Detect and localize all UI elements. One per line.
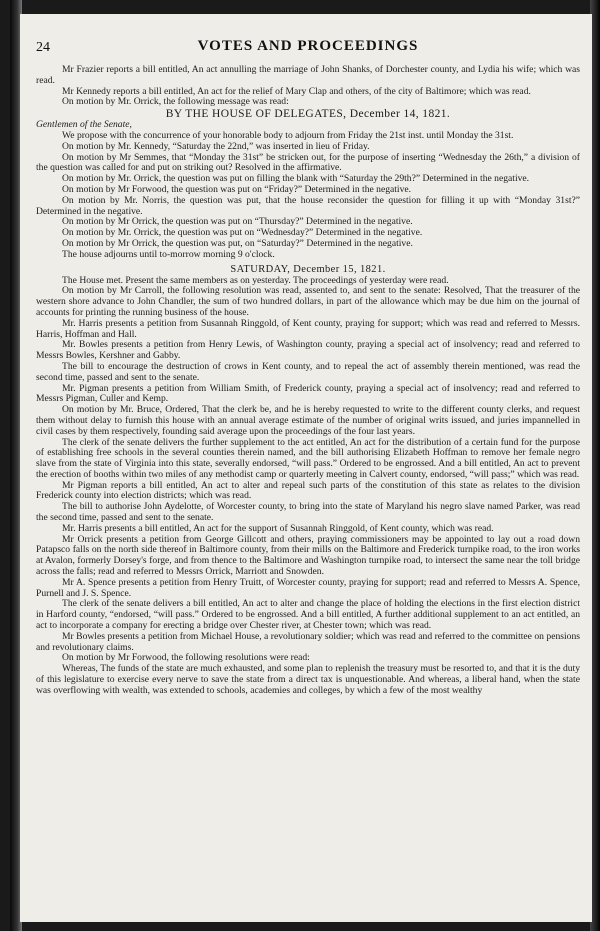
paragraph: The bill to encourage the destruction of crows in Kent county, and to repeal the act of assembly therein mentioned, was read the second time, passed and sent to the senate. (36, 360, 580, 383)
paragraph: Mr Kennedy reports a bill entitled, An act for the relief of Mary Clap and others, of the city of Baltimore; which was read. (62, 85, 531, 97)
paragraph: On motion by Mr. Orrick, the following message was read: (62, 96, 289, 108)
paragraph: Mr Orrick presents a petition from George Gillcott and others, praying commissioners may be appointed to lay out a road down Patapsco falls on the north side thereof in Baltimore county, from their mills on the Baltimore and Frederick turnpike road, to the iron works at Avalon, formerly Dorsey's forge, and from thence to the Baltimore and Washington turnpike road, to intersect the same near the toll bridge across the falls; read and referred to Messrs Orrick, Marriott and Snowden. (36, 533, 580, 578)
page-number: 24 (36, 40, 50, 55)
paragraph: We propose with the concurrence of your honorable body to adjourn from Friday the 21st inst. until Monday the 31st. (62, 129, 514, 141)
paragraph: Gentlemen of the Senate, (36, 119, 132, 131)
paragraph: Mr. Harris presents a bill entitled, An act for the support of Susannah Ringgold, of Kent county, which was read. (62, 522, 494, 534)
paragraph: Mr. Bowles presents a petition from Henry Lewis, of Washington county, praying a special act of insolvency; read and referred to Messrs Bowles, Kershner and Gabby. (36, 339, 580, 362)
paragraph: On motion by Mr. Norris, the question was put, that the house reconsider the question for filling it up with “Monday 31st?” Determined in the negative. (36, 194, 580, 217)
paragraph: The clerk of the senate delivers a bill entitled, An act to alter and change the place of holding the elections in the first election district in Harford county, “endorsed, “will pass.” Ordered to be engrossed. And a bill entitled, A further additional supplement to an act entitled, an act to incorporate a company for erecting a bridge over Chester river, at Chester town; which was read. (36, 598, 580, 632)
paragraph: On motion by Mr. Orrick, the question was put on “Wednesday?” Determined in the negative. (62, 227, 423, 239)
paragraph: Mr. Harris presents a petition from Susannah Ringgold, of Kent county, praying for support; which was read and referred to Messrs. Harris, Hoffman and Hall. (36, 317, 580, 340)
paragraph: On motion by Mr. Kennedy, “Saturday the 22nd,” was inserted in lieu of Friday. (62, 140, 370, 152)
section-heading: SATURDAY, December 15, 1821. (230, 263, 386, 275)
paragraph: On motion by Mr. Orrick, the question was put on filling the blank with “Saturday the 29th?” Determined in the negative. (62, 173, 530, 185)
paragraph: On motion by Mr Forwood, the following resolutions were read: (62, 652, 310, 664)
paragraph: Whereas, The funds of the state are much exhausted, and some plan to replenish the treasury must be resorted to, and that it is the duty of this legislature to exercise every nerve to save the state from a direct tax is unquestionable. And whereas, a liberal hand, when the state was overflowing with wealth, was extended to schools, academies and colleges, by which a few of the most wealthy (36, 663, 580, 696)
running-title: VOTES AND PROCEEDINGS (197, 38, 419, 54)
document-body (36, 65, 580, 697)
paragraph: Mr. Pigman presents a petition from William Smith, of Frederick county, praying a special act of insolvency; read and referred to Messrs Pigman, Culler and Kemp. (36, 382, 580, 405)
paragraph: Mr Pigman reports a bill entitled, An act to alter and repeal such parts of the constitution of this state as relates to the division Frederick county into election districts; which was read. (36, 479, 580, 502)
paragraph: Mr Frazier reports a bill entitled, An act annulling the marriage of John Shanks, of Dorchester county, and Lydia his wife; which was read. (36, 64, 580, 86)
paragraph: On motion by Mr Orrick, the question was put on “Thursday?” Determined in the negative. (62, 216, 413, 228)
paragraph: On motion by Mr. Bruce, Ordered, That the clerk be, and he is hereby requested to write to the different county clerks, and request them without delay to furnish this house with an annual average estimate of the number of original writs issued, and juries impannelled in civil cases by them respectively, founding said average upon the proceedings of the four last years. (36, 404, 580, 437)
page-header (36, 38, 580, 58)
paragraph: On motion by Mr Forwood, the question was put on “Friday?” Determined in the negative. (62, 183, 412, 195)
paragraph: Mr A. Spence presents a petition from Henry Truitt, of Worcester county, praying for support; read and referred to Messrs A. Spence, Purnell and J. S. Spence. (36, 576, 580, 599)
paragraph: Mr Bowles presents a petition from Michael House, a revolutionary soldier; which was read and referred to the committee on pensions and revolutionary claims. (36, 630, 580, 653)
paragraph: On motion by Mr Orrick, the question was put, on “Saturday?” Determined in the negative. (62, 237, 413, 249)
paragraph: The bill to authorise John Aydelotte, of Worcester county, to bring into the state of Maryland his negro slave named Parker, was read the second time, passed and sent to the senate. (36, 501, 580, 524)
paragraph: The House met. Present the same members as on yesterday. The proceedings of yesterday were read. (62, 274, 449, 286)
document-page (20, 14, 592, 922)
paragraph: On motion by Mr Carroll, the following resolution was read, assented to, and sent to the senate: Resolved, That the treasurer of the western shore advance to John Chandler, the sum of two hundred dollars, in part of the allowance which may be due him on the journal of accounts for printing the running business of the house. (36, 285, 580, 318)
paragraph: The house adjourns until to-morrow morning 9 o'clock. (62, 248, 275, 260)
paragraph: The clerk of the senate delivers the further supplement to the act entitled, An act for the distribution of a certain fund for the purpose of establishing free schools in the several counties therein named, and the bill authorising Elizabeth Hoffman to remove her female negro slave from the state of Virginia into this state, severally endorsed, “will pass.” Ordered to be engrossed. And a bill entitled, An act to prevent the erection of booths within two miles of any methodist camp or quarterly meeting in Calvert county, endorsed, “will pass;” which was read. (36, 436, 580, 480)
section-heading: BY THE HOUSE OF DELEGATES, December 14, 1821. (165, 108, 451, 121)
paragraph: On motion by Mr Semmes, that “Monday the 31st” be stricken out, for the purpose of inserting “Wednesday the 26th,” a division of the question was called for and put on striking out? Resolved in the affirmative. (36, 151, 580, 174)
